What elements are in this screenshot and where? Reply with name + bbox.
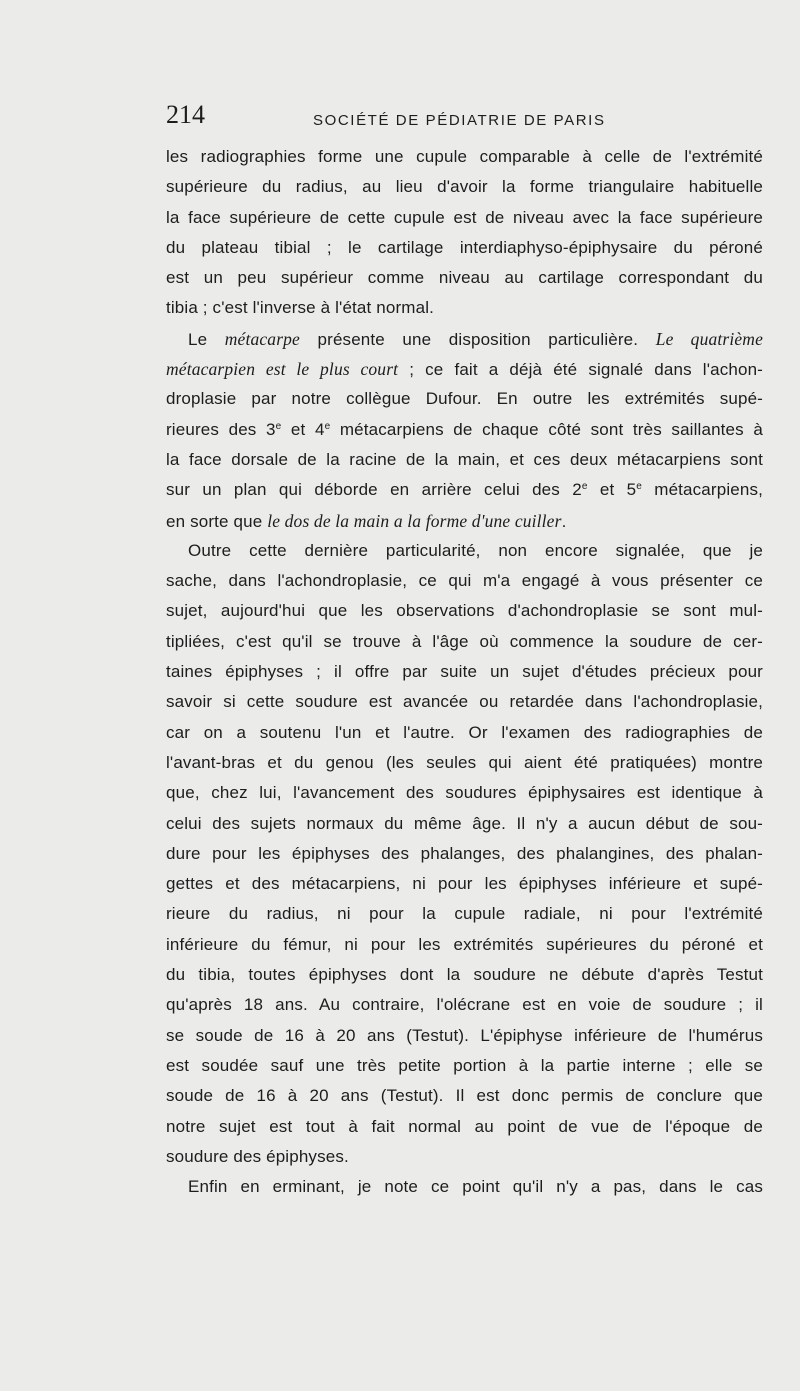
text-run: Enfin en erminant, je note ce point qu'il n'y a pas, dans le cas [188,1177,763,1197]
italic-text: Le quatrième [655,328,763,349]
text-run: celui des sujets normaux du même âge. Il n'y a aucun début de sou- [166,813,763,833]
text-run: sujet, aujourd'hui que les observations d'achondroplasie se sont mul- [166,601,763,621]
text-run: et 4 [281,419,325,439]
text-line [166,718,763,748]
text-run: l'avant-bras et du genou (les seules qui aient été pratiquées) montre [166,752,763,772]
text-run: et 5 [587,480,637,500]
text-run: que, chez lui, l'avancement des soudures épiphysaires est identique à [166,783,763,803]
text-run: dure pour les épiphyses des phalanges, des phalangines, des phalan- [166,843,763,863]
text-run: Outre cette dernière particularité, non encore signalée, que je [188,540,763,560]
text-run: ; ce fait a déjà été signalé dans l'achon- [398,360,763,380]
superscript: e [636,481,642,493]
text-line [166,263,763,293]
text-line [166,1142,763,1172]
text-run: métacarpiens de chaque côté sont très saillantes à [330,419,763,439]
text-run: Le [188,329,225,349]
text-line [166,142,763,172]
superscript: e [275,420,282,432]
page-number: 214 [166,100,205,129]
page-header [166,100,766,134]
running-title: SOCIÉTÉ DE PÉDIATRIE DE PARIS [313,112,606,129]
superscript: e [581,481,588,493]
text-run: supérieure du radius, au lieu d'avoir la forme triangulaire habituelle [166,177,763,197]
text-run: du plateau tibial ; le cartilage interdiaphyso-épiphysaire du péroné [166,237,763,257]
text-line [166,172,763,202]
text-run: est soudée sauf une très petite portion à la partie interne ; elle se [166,1055,763,1075]
text-line [166,748,763,778]
text-run: . [561,511,567,531]
text-line [166,445,763,475]
text-run: droplasie par notre collègue Dufour. En outre les extrémités supé- [166,389,763,409]
text-line [166,324,763,354]
text-line [166,596,763,626]
italic-text: métacarpien est le plus court [166,359,399,380]
text-line [166,869,763,899]
text-run: taines épiphyses ; il offre par suite un sujet d'études précieux pour [166,662,763,682]
italic-text: métacarpe [224,328,300,349]
text-line [166,627,763,657]
body-text [166,142,763,1202]
text-line [166,1172,763,1202]
text-run: qu'après 18 ans. Au contraire, l'olécrane est en voie de soudure ; il [166,995,763,1015]
text-line [166,899,763,929]
text-run: soude de 16 à 20 ans (Testut). Il est donc permis de conclure que [166,1086,763,1106]
text-line [166,233,763,263]
text-run: sache, dans l'achondroplasie, ce qui m'a engagé à vous présenter ce [166,571,763,591]
text-run: gettes et des métacarpiens, ni pour les épiphyses inférieure et supé- [166,874,763,894]
superscript: e [324,420,331,432]
text-run: rieure du radius, ni pour la cupule radiale, ni pour l'extrémité [166,904,763,924]
text-run: du tibia, toutes épiphyses dont la soudure ne débute d'après Testut [166,965,763,985]
text-line [166,1112,763,1142]
text-line [166,506,763,536]
text-line [166,1021,763,1051]
text-run: savoir si cette soudure est avancée ou retardée dans l'achondroplasie, [166,692,763,712]
text-run: les radiographies forme une cupule comparable à celle de l'extrémité [166,147,763,166]
text-line [166,809,763,839]
text-line [166,354,763,384]
text-run: tibia ; c'est l'inverse à l'état normal. [166,298,435,318]
text-line [166,566,763,596]
text-line [166,930,763,960]
text-line [166,839,763,869]
text-run: tipliées, c'est qu'il se trouve à l'âge où commence la soudure de cer- [166,631,763,651]
text-line [166,384,763,414]
text-run: car on a soutenu l'un et l'autre. Or l'examen des radiographies de [166,722,763,742]
text-line [166,536,763,566]
text-run: métacarpiens, [641,480,763,500]
text-run: rieures des 3 [166,419,276,439]
text-run: se soude de 16 à 20 ans (Testut). L'épiphyse inférieure de l'humérus [166,1025,763,1045]
text-line [166,293,763,323]
text-line [166,203,763,233]
text-line [166,960,763,990]
text-run: sur un plan qui déborde en arrière celui des 2 [166,480,582,500]
text-line [166,990,763,1020]
text-line [166,687,763,717]
text-line [166,1081,763,1111]
text-line [166,475,763,505]
text-run: la face dorsale de la racine de la main, et ces deux métacarpiens sont [166,449,763,469]
text-run: notre sujet est tout à fait normal au point de vue de l'époque de [166,1116,763,1136]
text-run: est un peu supérieur comme niveau au cartilage correspondant du [166,268,763,288]
italic-text: le dos de la main a la forme d'une cuiller [267,510,562,531]
text-line [166,657,763,687]
text-run: inférieure du fémur, ni pour les extrémités supérieures du péroné et [166,934,763,954]
text-line [166,1051,763,1081]
text-run: en sorte que [166,511,268,531]
text-line [166,778,763,808]
text-run: présente une disposition particulière. [299,329,656,349]
text-run: la face supérieure de cette cupule est de niveau avec la face supérieure [166,207,763,227]
text-run: soudure des épiphyses. [166,1146,349,1166]
text-line [166,415,763,445]
